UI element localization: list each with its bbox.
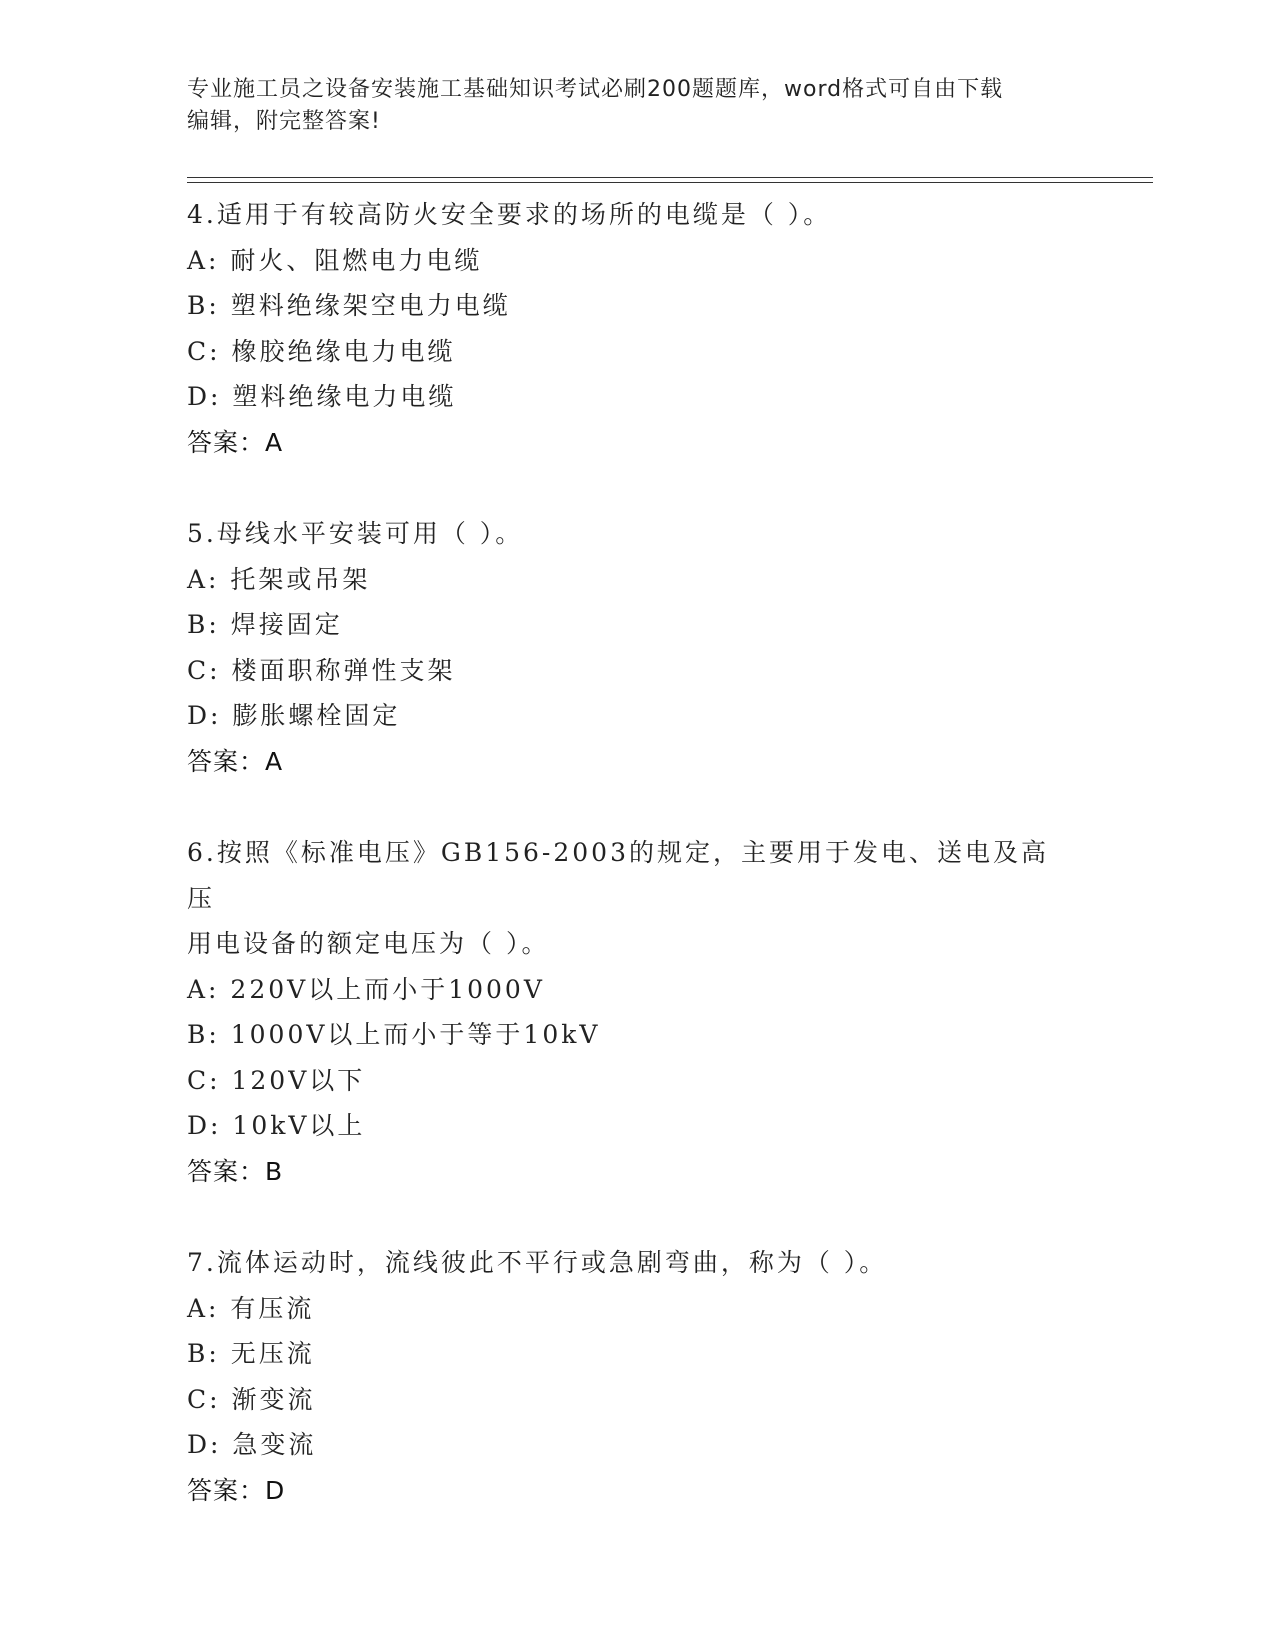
option-d: D: 塑料绝缘电力电缆 <box>187 382 457 411</box>
answer-text: 答案：A <box>187 427 284 457</box>
option-d: D: 膨胀螺栓固定 <box>187 701 401 730</box>
header-line-1: 专业施工员之设备安装施工基础知识考试必刷200题题库，word格式可自由下载 <box>187 77 1004 102</box>
answer-text: 答案：B <box>187 1156 284 1186</box>
header-line-2: 编辑，附完整答案! <box>187 109 381 134</box>
option-c: C: 渐变流 <box>187 1384 316 1414</box>
question-stem-line: 5.母线水平安装可用（ ）。 <box>187 519 524 548</box>
option-b: B: 无压流 <box>187 1339 315 1368</box>
option-c: C: 120V以下 <box>187 1065 366 1095</box>
question-stem <box>187 511 1067 557</box>
option-c: C: 橡胶绝缘电力电缆 <box>187 336 456 366</box>
option-a: A: 耐火、阻燃电力电缆 <box>187 245 483 275</box>
option-b: B: 塑料绝缘架空电力电缆 <box>187 291 511 320</box>
question-4 <box>187 192 1087 465</box>
option-c: C: 楼面职称弹性支架 <box>187 655 456 685</box>
question-stem <box>187 830 1067 967</box>
header-divider-top <box>187 177 1153 178</box>
question-5 <box>187 511 1087 784</box>
header-divider-bottom <box>187 182 1153 183</box>
question-stem-line: 7.流体运动时，流线彼此不平行或急剧弯曲，称为（ ）。 <box>187 1248 888 1277</box>
answer-text: 答案：A <box>187 746 284 776</box>
option-a: A: 托架或吊架 <box>187 564 371 594</box>
option-b: B: 1000V以上而小于等于10kV <box>187 1020 601 1049</box>
answer-text: 答案：D <box>187 1475 286 1505</box>
question-stem-line: 4.适用于有较高防火安全要求的场所的电缆是（ ）。 <box>187 200 832 229</box>
option-b: B: 焊接固定 <box>187 610 343 639</box>
question-stem <box>187 192 1067 238</box>
question-list <box>187 192 1087 1559</box>
question-stem-line: 6.按照《标准电压》GB156-2003的规定，主要用于发电、送电及高压 <box>187 838 1049 913</box>
option-d: D: 急变流 <box>187 1430 317 1459</box>
question-6 <box>187 830 1087 1194</box>
document-header <box>187 74 1067 138</box>
option-d: D: 10kV以上 <box>187 1111 366 1140</box>
question-7 <box>187 1240 1087 1513</box>
question-stem-line: 用电设备的额定电压为（ ）。 <box>187 929 550 958</box>
option-a: A: 220V以上而小于1000V <box>187 974 545 1004</box>
option-a: A: 有压流 <box>187 1293 315 1323</box>
question-stem <box>187 1240 1067 1286</box>
